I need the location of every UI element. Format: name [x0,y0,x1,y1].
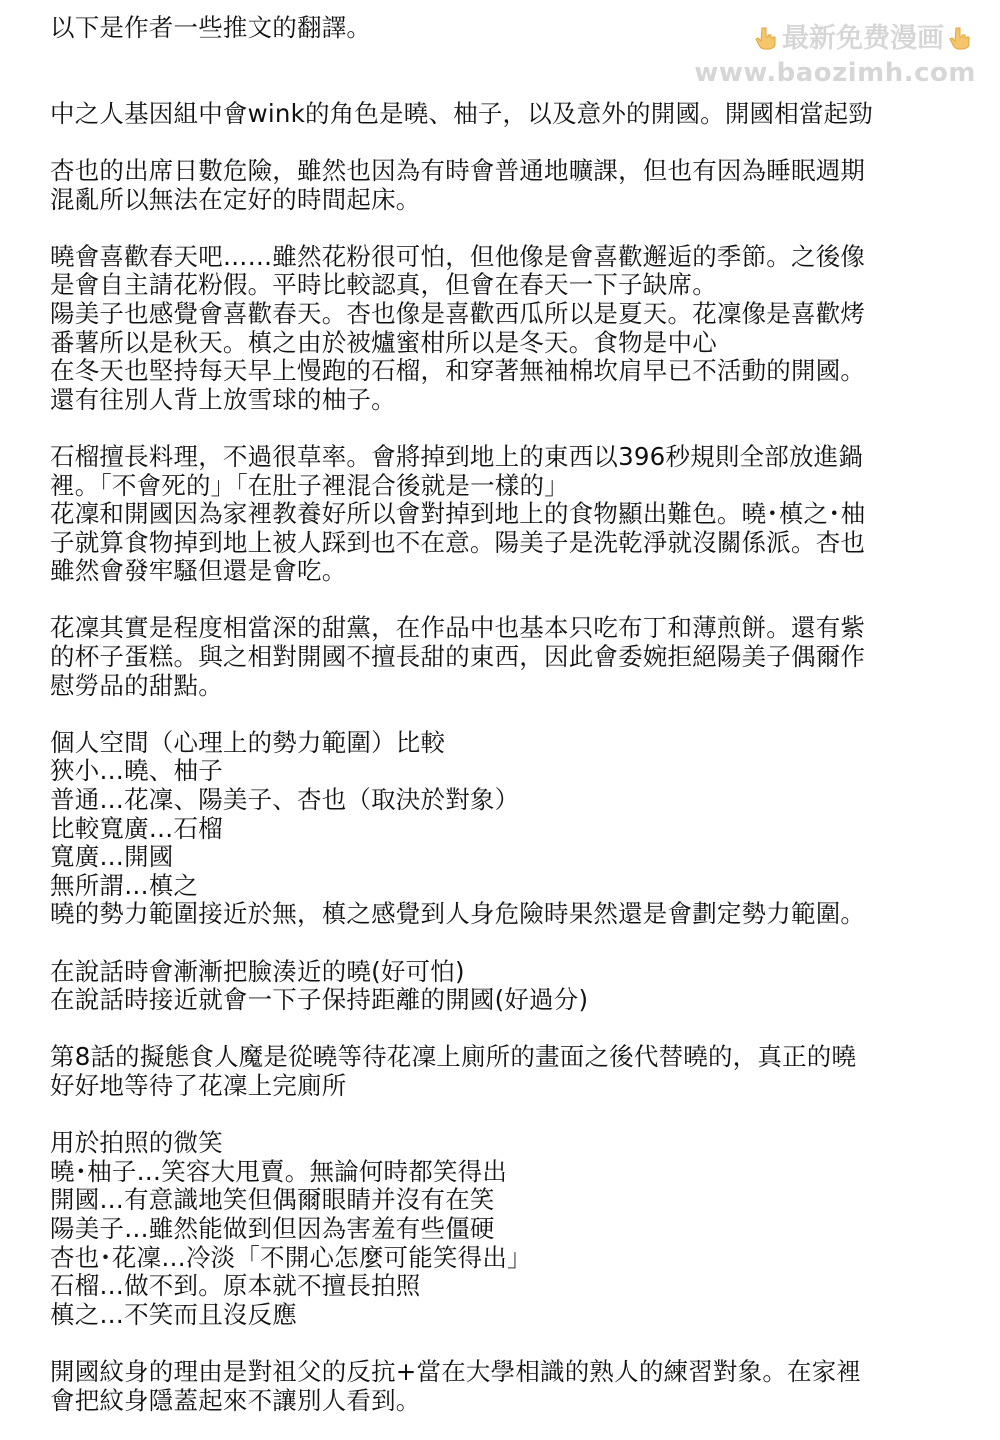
watermark [676,22,976,90]
text-line: 是會自主請花粉假。平時比較認真，但會在春天一下子缺席。 [50,270,717,300]
text-line: 開國紋身的理由是對祖父的反抗+當在大學相識的熟人的練習對象。在家裡 [50,1356,862,1386]
text-line: 花凜其實是程度相當深的甜黨，在作品中也基本只吃布丁和薄煎餅。還有紫 [50,613,866,643]
blank-line [50,1329,960,1358]
text-line: 曉的勢力範圍接近於無，槙之感覺到人身危險時果然還是會劃定勢力範圍。 [50,899,866,929]
text-line: 曉･柚子…笑容大甩賣。無論何時都笑得出 [50,1156,508,1186]
blank-line [50,414,960,443]
watermark-line1 [676,22,976,56]
text-line: 普通…花凜、陽美子、杏也（取決於對象） [50,785,520,815]
blank-line [50,586,960,615]
text-line: 無所謂…槙之 [50,870,199,900]
text-line: 在說話時會漸漸把臉湊近的曉(好可怕) [50,956,465,986]
text-line: 雖然會發牢騷但還是會吃。 [50,556,347,586]
blank-line [50,929,960,958]
text-line: 的杯子蛋糕。與之相對開國不擅長甜的東西，因此會委婉拒絕陽美子偶爾作 [50,642,866,672]
text-line: 慰勞品的甜點。 [50,670,223,700]
text-line: 番薯所以是秋天。槙之由於被爐蜜柑所以是冬天。食物是中心 [50,327,717,357]
text-line: 杏也･花凜…冷淡「不開心怎麼可能笑得出」 [50,1242,532,1272]
text-line: 好好地等待了花凜上完廁所 [50,1070,347,1100]
blank-line [50,1101,960,1130]
pointing-down-hand-icon [753,25,779,51]
text-line: 槙之…不笑而且沒反應 [50,1299,297,1329]
text-line: 寬廣…開國 [50,842,174,872]
text-line: 裡。「不會死的」「在肚子裡混合後就是一樣的」 [50,470,569,500]
text-line: 還有往別人背上放雪球的柚子。 [50,384,396,414]
watermark-text: 最新免费漫画 [782,23,944,54]
text-line: 會把紋身隱蓋起來不讓別人看到。 [50,1385,421,1415]
text-line: 陽美子也感覺會喜歡春天。杏也像是喜歡西瓜所以是夏天。花凜像是喜歡烤 [50,298,866,328]
text-line: 在說話時接近就會一下子保持距離的開國(好過分) [50,985,589,1015]
text-line: 杏也的出席日數危險，雖然也因為有時會普通地曠課，但也有因為睡眠週期 [50,155,866,185]
text-line: 中之人基因組中會wink的角色是曉、柚子，以及意外的開國。開國相當起勁 [50,98,874,128]
pointing-down-hand-icon [947,25,973,51]
text-line: 開國…有意識地笑但偶爾眼睛并沒有在笑 [50,1185,495,1215]
text-line: 比較寬廣…石榴 [50,813,223,843]
blank-line [50,1015,960,1044]
text-line: 狹小…曉、柚子 [50,756,223,786]
text-line: 花凜和開國因為家裡教養好所以會對掉到地上的食物顯出難色。曉･槙之･柚 [50,499,866,529]
document-body [50,14,960,1415]
blank-line [50,128,960,157]
text-line: 個人空間（心理上的勢力範圍）比較 [50,727,446,757]
blank-line [50,214,960,243]
text-line: 用於拍照的微笑 [50,1128,223,1158]
text-line: 以下是作者一些推文的翻譯。 [50,13,372,42]
blank-line [50,700,960,729]
text-line: 子就算食物掉到地上被人踩到也不在意。陽美子是洗乾淨就沒關係派。杏也 [50,527,866,557]
watermark-url: www.baozimh.com [694,58,976,88]
text-line: 曉會喜歡春天吧……雖然花粉很可怕，但他像是會喜歡邂逅的季節。之後像 [50,241,866,271]
text-line: 石榴…做不到。原本就不擅長拍照 [50,1271,421,1301]
text-line: 第8話的擬態食人魔是從曉等待花凜上廁所的畫面之後代替曉的，真正的曉 [50,1042,857,1072]
text-line: 在冬天也堅持每天早上慢跑的石榴，和穿著無袖棉坎肩早已不活動的開國。 [50,356,866,386]
text-line: 石榴擅長料理，不過很草率。會將掉到地上的東西以396秒規則全部放進鍋 [50,441,864,471]
text-line: 陽美子…雖然能做到但因為害羞有些僵硬 [50,1213,495,1243]
text-line: 混亂所以無法在定好的時間起床。 [50,184,421,214]
